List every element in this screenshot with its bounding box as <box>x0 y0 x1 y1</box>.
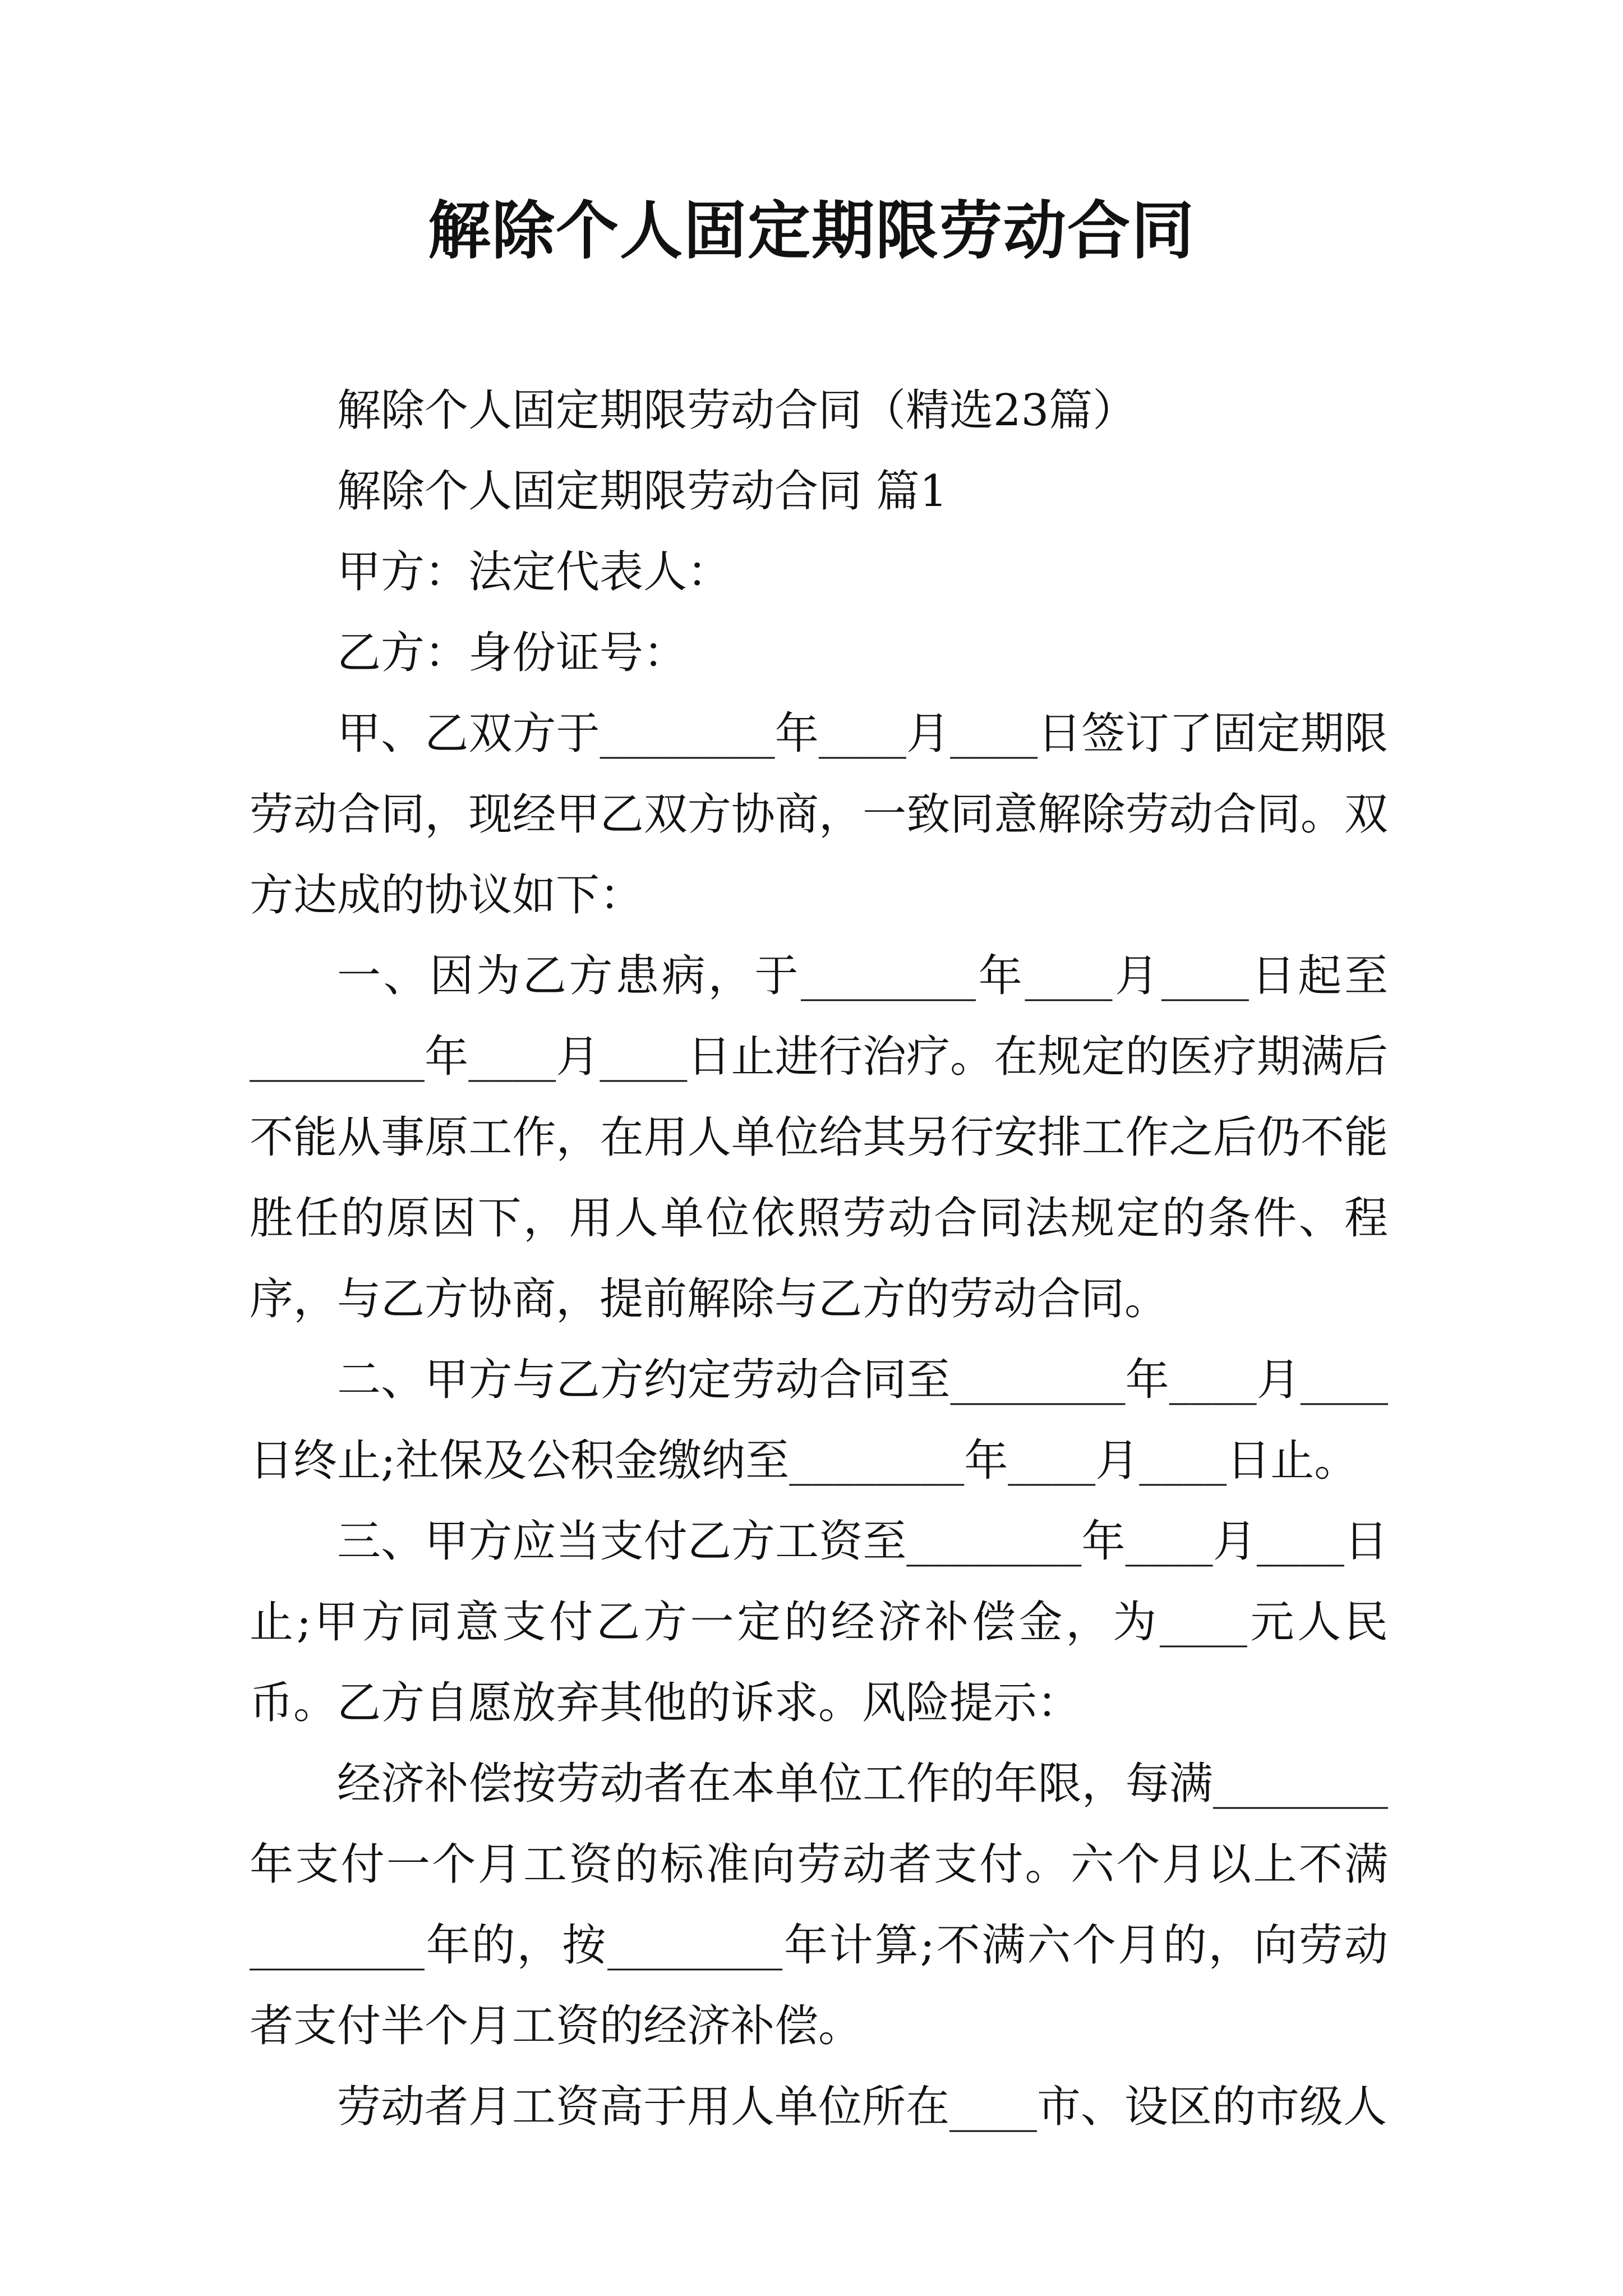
party-b-line: 乙方：身份证号： <box>337 628 688 678</box>
agreement-intro-paragraph: 甲、乙双方于________年____月____日签订了固定期限劳动合同，现经甲乙双方协商，一致同意解除劳动合同。双方达成的协议如下： <box>250 708 1388 921</box>
compensation-paragraph: 经济补偿按劳动者在本单位工作的年限，每满________年支付一个月工资的标准向劳动者支付。六个月以上不满________年的，按________年计算;不满六个月的，向劳动者支付半个月工资的经济补偿。 <box>250 1759 1388 2051</box>
document-body <box>250 370 1388 2147</box>
wage-paragraph: 劳动者月工资高于用人单位所在____市、设区的市级人 <box>337 2082 1387 2132</box>
clause-three-paragraph: 三、甲方应当支付乙方工资至________年____月____日止;甲方同意支付乙方一定的经济补偿金，为____元人民币。乙方自愿放弃其他的诉求。风险提示： <box>250 1516 1388 1728</box>
subtitle-line: 解除个人固定期限劳动合同（精选23篇） <box>337 385 1137 436</box>
section-heading: 解除个人固定期限劳动合同 篇1 <box>337 466 948 517</box>
party-a-line: 甲方：法定代表人： <box>337 547 731 597</box>
clause-two-paragraph: 二、甲方与乙方约定劳动合同至________年____月____日终止;社保及公积金缴纳至________年____月____日止。 <box>250 1355 1388 1486</box>
clause-one-paragraph: 一、因为乙方患病，于________年____月____日起至________年____月____日止进行治疗。在规定的医疗期满后不能从事原工作，在用人单位给其另行安排工作之后仍不能胜任的原因下，用人单位依照劳动合同法规定的条件、程序，与乙方协商，提前解除与乙方的劳动合同。 <box>250 951 1388 1324</box>
document-title: 解除个人固定期限劳动合同 <box>428 194 1195 268</box>
